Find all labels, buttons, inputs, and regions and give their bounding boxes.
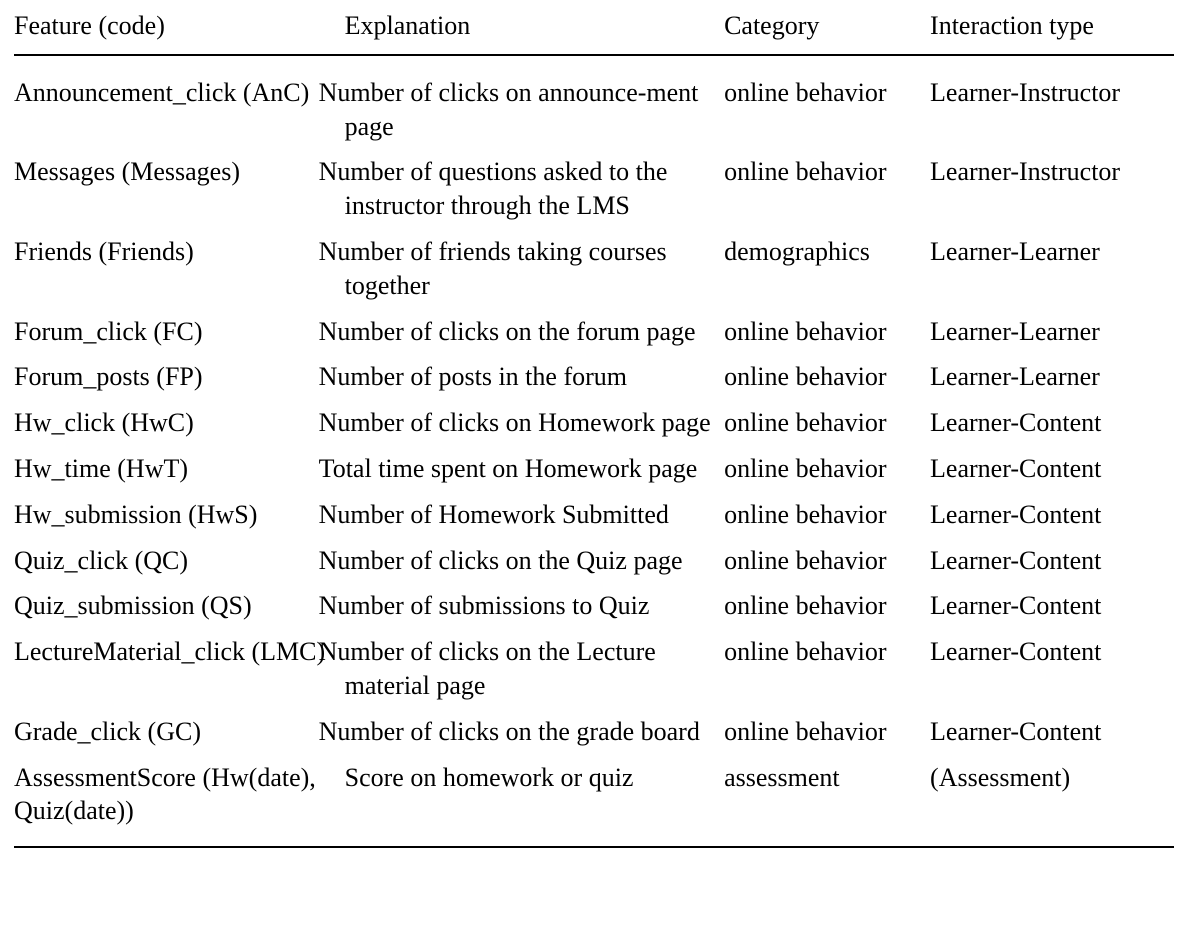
cell-feature: Hw_time (HwT) [14, 453, 189, 483]
cell-category: online behavior [724, 408, 887, 438]
cell-category: assessment [724, 762, 840, 792]
cell-interaction-type: Learner-Content [930, 453, 1102, 483]
cell-explanation: Number of clicks on announce‐ment page [318, 77, 699, 141]
table-header-row [14, 0, 1174, 55]
cell-explanation: Number of friends taking courses together [318, 236, 667, 300]
cell-category: demographics [724, 236, 870, 266]
cell-feature: Hw_click (HwC) [14, 408, 194, 438]
cell-explanation: Number of clicks on the Quiz page [318, 545, 683, 575]
column-header-explanation: Explanation [345, 0, 724, 55]
cell-interaction-type: Learner-Content [930, 637, 1102, 667]
cell-feature: Forum_click (FC) [14, 316, 203, 346]
cell-feature: Announcement_click (AnC) [14, 77, 310, 107]
cell-interaction-type: Learner-Content [930, 716, 1102, 746]
cell-category: online behavior [724, 362, 887, 392]
cell-interaction-type: Learner-Learner [930, 316, 1100, 346]
table-row [14, 486, 1174, 532]
cell-category: online behavior [724, 157, 887, 187]
table-row [14, 55, 1174, 144]
cell-category: online behavior [724, 499, 887, 529]
table-row [14, 749, 1174, 847]
cell-feature: Quiz_click (QC) [14, 545, 189, 575]
table-row [14, 532, 1174, 578]
cell-interaction-type: Learner-Content [930, 545, 1102, 575]
cell-category: online behavior [724, 591, 887, 621]
feature-definition-table [14, 0, 1174, 846]
table-row [14, 223, 1174, 303]
column-header-category: Category [724, 0, 930, 55]
cell-feature: Forum_posts (FP) [14, 362, 203, 392]
cell-explanation: Number of clicks on the grade board [318, 716, 700, 746]
table-header [14, 0, 1174, 55]
cell-explanation: Number of clicks on the forum page [318, 316, 696, 346]
cell-feature: Quiz_submission (QS) [14, 591, 252, 621]
cell-explanation: Number of Homework Submitted [318, 499, 669, 529]
cell-category: online behavior [724, 316, 887, 346]
cell-interaction-type: Learner-Instructor [930, 157, 1121, 187]
cell-interaction-type: Learner-Instructor [930, 77, 1121, 107]
cell-explanation: Score on homework or quiz [344, 762, 634, 792]
table-row [14, 703, 1174, 749]
cell-interaction-type: (Assessment) [930, 762, 1071, 792]
cell-feature: Messages (Messages) [14, 157, 241, 187]
cell-feature: Grade_click (GC) [14, 716, 201, 746]
cell-interaction-type: Learner-Content [930, 591, 1102, 621]
cell-category: online behavior [724, 637, 887, 667]
cell-explanation: Number of posts in the forum [318, 362, 627, 392]
cell-category: online behavior [724, 77, 887, 107]
cell-explanation: Number of questions asked to the instructor through the LMS [318, 157, 668, 221]
column-header-feature: Feature (code) [14, 0, 345, 55]
cell-explanation: Number of submissions to Quiz [318, 591, 650, 621]
column-header-interaction-type: Interaction type [930, 0, 1174, 55]
table-row [14, 143, 1174, 223]
table-row [14, 623, 1174, 703]
cell-feature: AssessmentScore (Hw(date), Quiz(date)) [14, 762, 316, 826]
table-row [14, 394, 1174, 440]
table-row [14, 440, 1174, 486]
cell-category: online behavior [724, 545, 887, 575]
cell-interaction-type: Learner-Learner [930, 362, 1100, 392]
cell-feature: Friends (Friends) [14, 236, 194, 266]
table-row [14, 348, 1174, 394]
cell-explanation: Number of clicks on Homework page [318, 408, 711, 438]
cell-feature: Hw_submission (HwS) [14, 499, 258, 529]
cell-feature: LectureMaterial_click (LMC) [14, 637, 326, 667]
cell-category: online behavior [724, 716, 887, 746]
cell-explanation: Total time spent on Homework page [318, 453, 698, 483]
cell-explanation: Number of clicks on the Lecture material page [318, 637, 656, 700]
table-row [14, 577, 1174, 623]
table-row [14, 303, 1174, 349]
table-bottom-rule [14, 846, 1174, 848]
table-body [14, 55, 1174, 846]
cell-interaction-type: Learner-Learner [930, 236, 1100, 266]
cell-interaction-type: Learner-Content [930, 499, 1102, 529]
cell-interaction-type: Learner-Content [930, 408, 1102, 438]
cell-category: online behavior [724, 453, 887, 483]
